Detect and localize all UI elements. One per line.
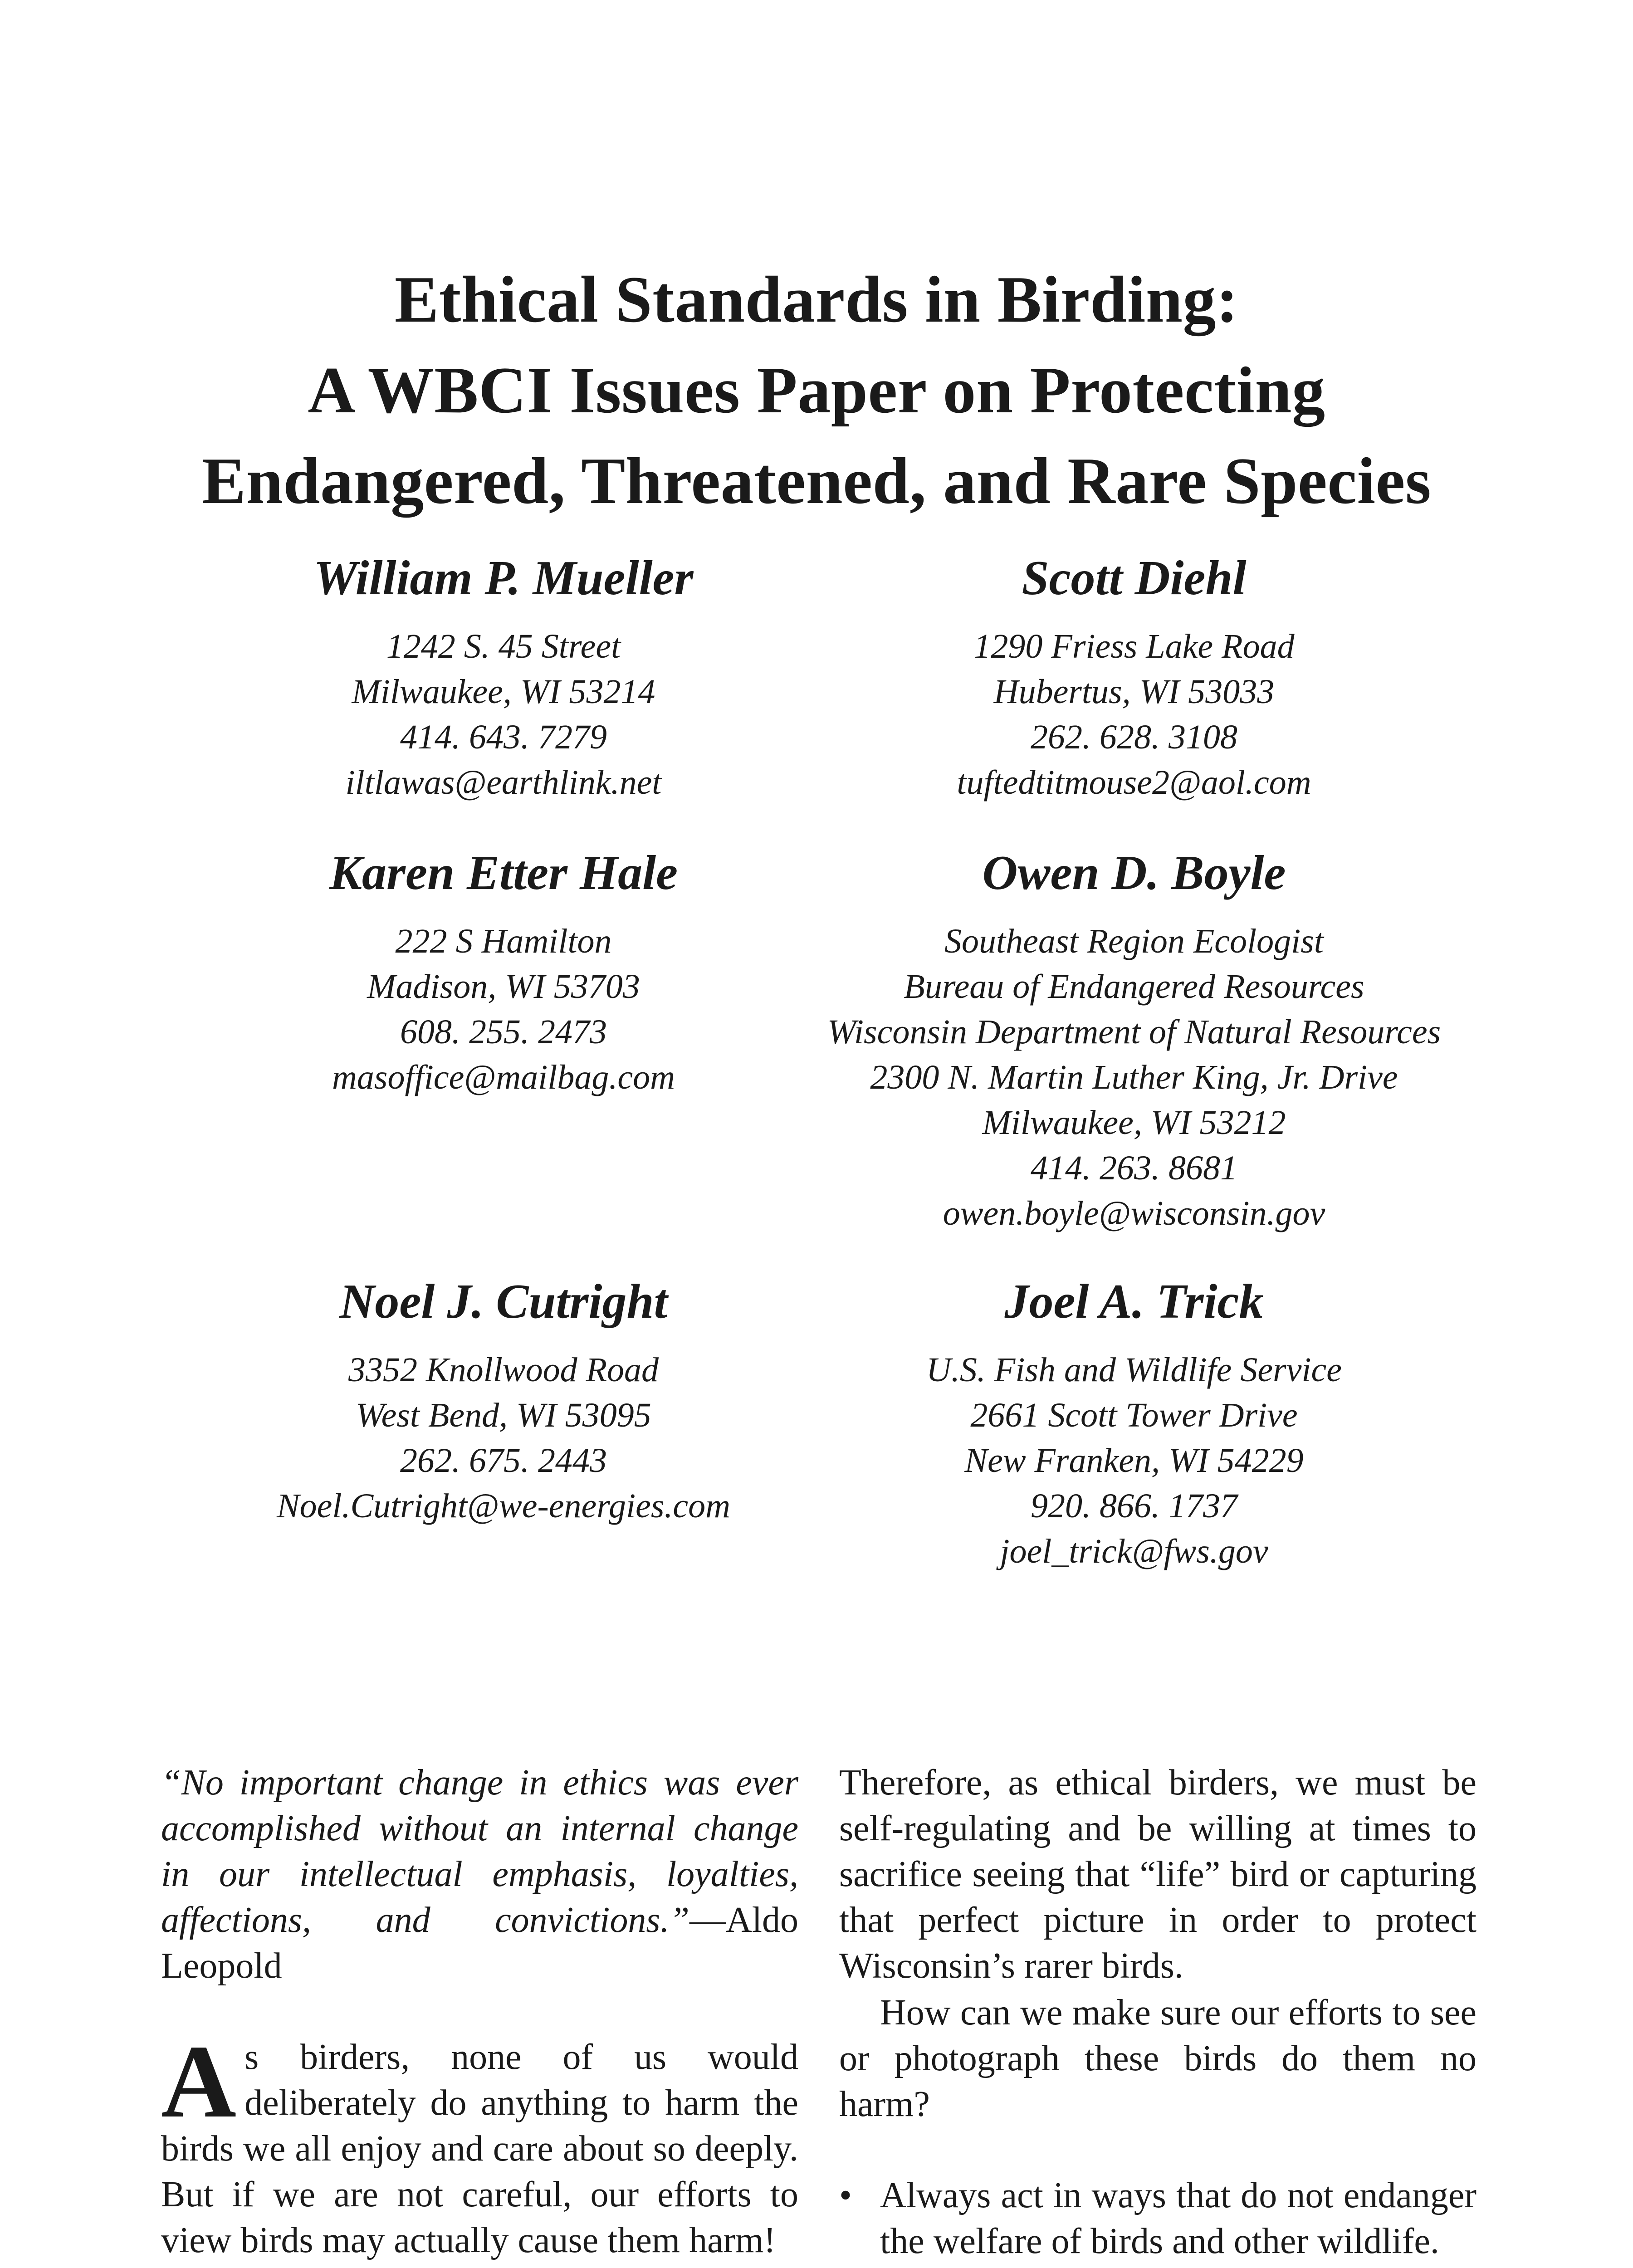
guidelines-list (839, 2173, 1477, 2268)
author-name: Noel J. Cutright (339, 1275, 668, 1329)
author-name: William P. Mueller (313, 551, 694, 605)
author-city: Milwaukee, WI 53214 (352, 673, 655, 711)
intro-paragraph (161, 2024, 798, 2263)
author-street: 1290 Friess Lake Road (973, 627, 1295, 665)
author-city: Madison, WI 53703 (367, 968, 640, 1006)
author-street: 1242 S. 45 Street (386, 627, 621, 665)
author-phone: 262. 675. 2443 (400, 1442, 607, 1480)
paper-title (136, 254, 1497, 526)
author-name: Scott Diehl (1022, 551, 1247, 605)
author-phone: 920. 866. 1737 (1031, 1487, 1237, 1525)
author-phone: 414. 263. 8681 (1031, 1149, 1237, 1187)
intro-paragraph-text: s birders, none of us would deliberately do anything to harm the birds we all enjoy and care about so deeply. But if we are not careful, our efforts to view birds may actually cause them harm! (161, 2037, 798, 2260)
author-name: Karen Etter Hale (329, 846, 678, 900)
author-department: Wisconsin Department of Natural Resources (827, 1013, 1441, 1051)
intro-paragraph-continued (839, 1760, 1477, 1989)
title-line-1: Ethical Standards in Birding: (394, 263, 1239, 336)
author-street: 2661 Scott Tower Drive (970, 1396, 1298, 1434)
author-email: joel_trick@fws.gov (1000, 1532, 1268, 1570)
list-item-text: Always act in ways that do not endanger the welfare of birds and other wildlife. (880, 2175, 1477, 2261)
author-email: Noel.Cutright@we-energies.com (276, 1487, 731, 1525)
author-block-diehl (748, 551, 1520, 805)
author-block-boyle (748, 846, 1520, 1236)
author-phone: 414. 643. 7279 (400, 718, 607, 756)
author-street: 222 S Hamilton (395, 922, 612, 960)
author-street: 2300 N. Martin Luther King, Jr. Drive (870, 1058, 1398, 1096)
author-phone: 608. 255. 2473 (400, 1013, 607, 1051)
epigraph-quote: “No important change in ethics was ever accomplished without an internal change in our intellectual emphasis, loyalties, affections, and convictions.” (161, 1763, 798, 1940)
epigraph (161, 1760, 798, 1989)
title-line-3: Endangered, Threatened, and Rare Species (201, 444, 1432, 518)
author-city: West Bend, WI 53095 (356, 1396, 651, 1434)
author-block-trick (748, 1275, 1520, 1574)
author-agency: U.S. Fish and Wildlife Service (926, 1351, 1342, 1389)
author-street: 3352 Knollwood Road (348, 1351, 659, 1389)
bullet-icon: • (839, 2175, 852, 2215)
author-name: Joel A. Trick (1004, 1275, 1264, 1329)
author-email: masoffice@mailbag.com (332, 1058, 675, 1096)
author-city: Milwaukee, WI 53212 (982, 1104, 1286, 1142)
author-name: Owen D. Boyle (982, 846, 1286, 900)
bullet-icon (839, 2266, 866, 2268)
author-email: iltlawas@earthlink.net (345, 763, 662, 802)
author-phone: 262. 628. 3108 (1031, 718, 1237, 756)
list-item (839, 2173, 1477, 2264)
drop-cap: A (161, 2024, 237, 2139)
body-column-left (161, 1760, 798, 2263)
list-item (839, 2266, 1477, 2268)
author-title: Southeast Region Ecologist (944, 922, 1324, 960)
epigraph-attribution: —Aldo Leopold (161, 1900, 798, 1986)
author-bureau: Bureau of Endangered Resources (904, 968, 1364, 1006)
intro-paragraph-continued-text: Therefore, as ethical birders, we must be self-regulating and be willing at times to sacrifice seeing that “life” bird or capturing that perfect picture in order to protect Wisconsin’s rarer birds. (839, 1763, 1477, 1986)
question-paragraph: How can we make sure our efforts to see or photograph these birds do them no harm? (839, 1993, 1477, 2124)
title-line-2: A WBCI Issues Paper on Protecting (308, 353, 1325, 427)
author-city: Hubertus, WI 53033 (993, 673, 1275, 711)
body-column-right (839, 1760, 1477, 2268)
author-email: tuftedtitmouse2@aol.com (957, 763, 1311, 802)
author-city: New Franken, WI 54229 (964, 1442, 1304, 1480)
author-email: owen.boyle@wisconsin.gov (943, 1194, 1325, 1232)
